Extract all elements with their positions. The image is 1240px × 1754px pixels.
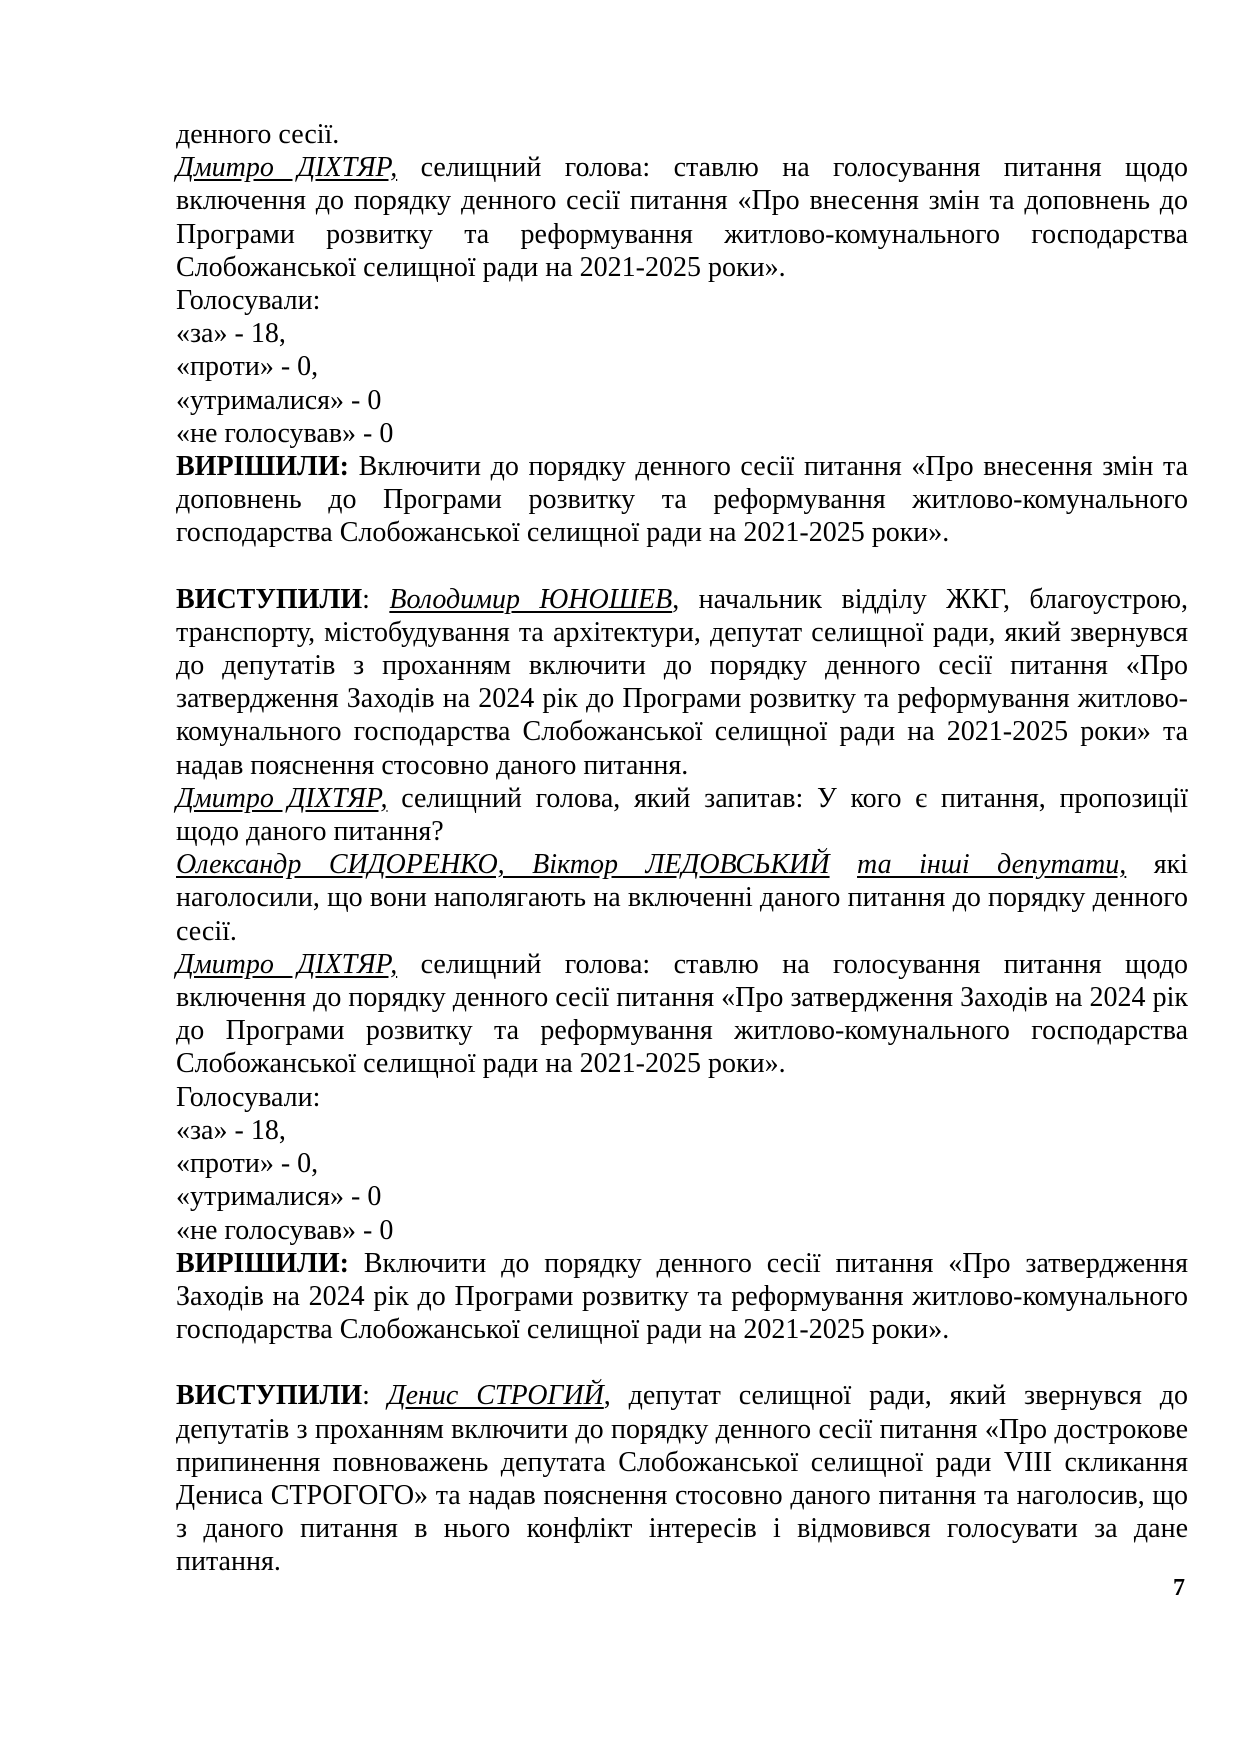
paragraph — [176, 1114, 1188, 1147]
speaker-name: Дмитро ДІХТЯР, — [176, 152, 398, 184]
paragraph — [176, 1247, 1188, 1347]
speaker-name: та інші депутати, — [857, 849, 1127, 881]
paragraph-spacer — [176, 1346, 1188, 1379]
paragraph — [176, 284, 1188, 317]
paragraph-text: «не голосував» - 0 — [176, 417, 394, 449]
paragraph-text — [830, 849, 857, 880]
speaker-name: Олександр СИДОРЕНКО, Віктор ЛЕДОВСЬКИЙ — [176, 849, 830, 881]
paragraph — [176, 417, 1188, 450]
paragraph-text: «проти» - 0, — [176, 1148, 319, 1180]
paragraph — [176, 1214, 1188, 1247]
paragraph-text: Включити до порядку денного сесії питання «Про затвердження Заходів на 2024 рік до Програми розвитку та реформування житлово-комунального господарства Слобожанської селищної ради на 2021-2025 роки». — [176, 1247, 1188, 1346]
paragraph-text: «за» - 18, — [176, 318, 286, 350]
paragraph-text: Голосували: — [176, 1081, 321, 1113]
paragraph — [176, 384, 1188, 417]
paragraph-text: : — [362, 1380, 388, 1412]
paragraph-text: «за» - 18, — [176, 1114, 286, 1146]
paragraph-text: селищний голова: ставлю на голосування питання щодо включення до порядку денного сесії питання «Про затвердження Заходів на 2024 рік до Програми розвитку та реформування житлово-комунального господарства Слобожанської селищної ради на 2021-2025 роки». — [176, 948, 1188, 1080]
paragraph — [176, 848, 1188, 948]
bold-heading: ВИСТУПИЛИ — [176, 1380, 363, 1412]
paragraph — [176, 1379, 1188, 1578]
paragraph-text: Голосували: — [176, 285, 321, 317]
speaker-name: Дмитро ДІХТЯР, — [176, 782, 388, 814]
paragraph — [176, 583, 1188, 782]
paragraph — [176, 450, 1188, 550]
paragraph-text: «утрималися» - 0 — [176, 384, 382, 416]
speaker-name: Володимир ЮНОШЕВ — [389, 583, 673, 615]
paragraph — [176, 1180, 1188, 1213]
paragraph — [176, 948, 1188, 1081]
paragraph-text: Включити до порядку денного сесії питання «Про внесення змін та доповнень до Програми розвитку та реформування житлово-комунального господарства Слобожанської селищної ради на 2021-2025 роки». — [176, 451, 1188, 549]
paragraph-text: які наголосили, що вони наполягають на включенні даного питання до порядку денного сесії. — [176, 849, 1188, 947]
paragraph-text: , депутат селищної ради, який звернувся до депутатів з проханням включити до порядку денного сесії питання «Про дострокове припинення повноважень депутата Слобожанської селищної ради VIII скликання Дениса СТРОГОГО» та надав пояснення стосовно даного питання та наголосив, що з даного питання в нього конфлікт інтересів і відмовився голосувати за дане питання. — [176, 1380, 1188, 1578]
speaker-name: Денис СТРОГИЙ — [387, 1380, 604, 1412]
paragraph-text: денного сесії. — [176, 119, 340, 150]
paragraph — [176, 317, 1188, 350]
paragraph-text: «утрималися» - 0 — [176, 1181, 382, 1213]
paragraph — [176, 782, 1188, 848]
paragraph-text: селищний голова, який запитав: У кого є питання, пропозиції щодо даного питання? — [176, 782, 1188, 848]
paragraph — [176, 1081, 1188, 1114]
paragraph-text: : — [362, 583, 390, 615]
paragraph-text: «не голосував» - 0 — [176, 1214, 394, 1246]
bold-heading: ВИСТУПИЛИ — [176, 583, 363, 615]
speaker-name: Дмитро ДІХТЯР, — [176, 948, 398, 980]
page-number: 7 — [1173, 1575, 1185, 1601]
bold-heading: ВИРІШИЛИ: — [176, 451, 349, 483]
paragraph — [176, 118, 1188, 151]
paragraph — [176, 1147, 1188, 1180]
paragraph-text: «проти» - 0, — [176, 351, 319, 383]
document-body — [176, 118, 1188, 1579]
paragraph — [176, 350, 1188, 383]
paragraph-text: , начальник відділу ЖКГ, благоустрою, транспорту, містобудування та архітектури, депутат селищної ради, який звернувся до депутатів з проханням включити до порядку денного сесії питання «Про затвердження Заходів на 2024 рік до Програми розвитку та реформування житлово-комунального господарства Слобожанської селищної ради на 2021-2025 роки» та надав пояснення стосовно даного питання. — [176, 583, 1189, 781]
paragraph — [176, 151, 1188, 284]
bold-heading: ВИРІШИЛИ: — [176, 1247, 349, 1279]
paragraph-text: селищний голова: ставлю на голосування питання щодо включення до порядку денного сесії питання «Про внесення змін та доповнень до Програми розвитку та реформування житлово-комунального господарства Слобожанської селищної ради на 2021-2025 роки». — [176, 152, 1188, 283]
paragraph-spacer — [176, 550, 1188, 583]
